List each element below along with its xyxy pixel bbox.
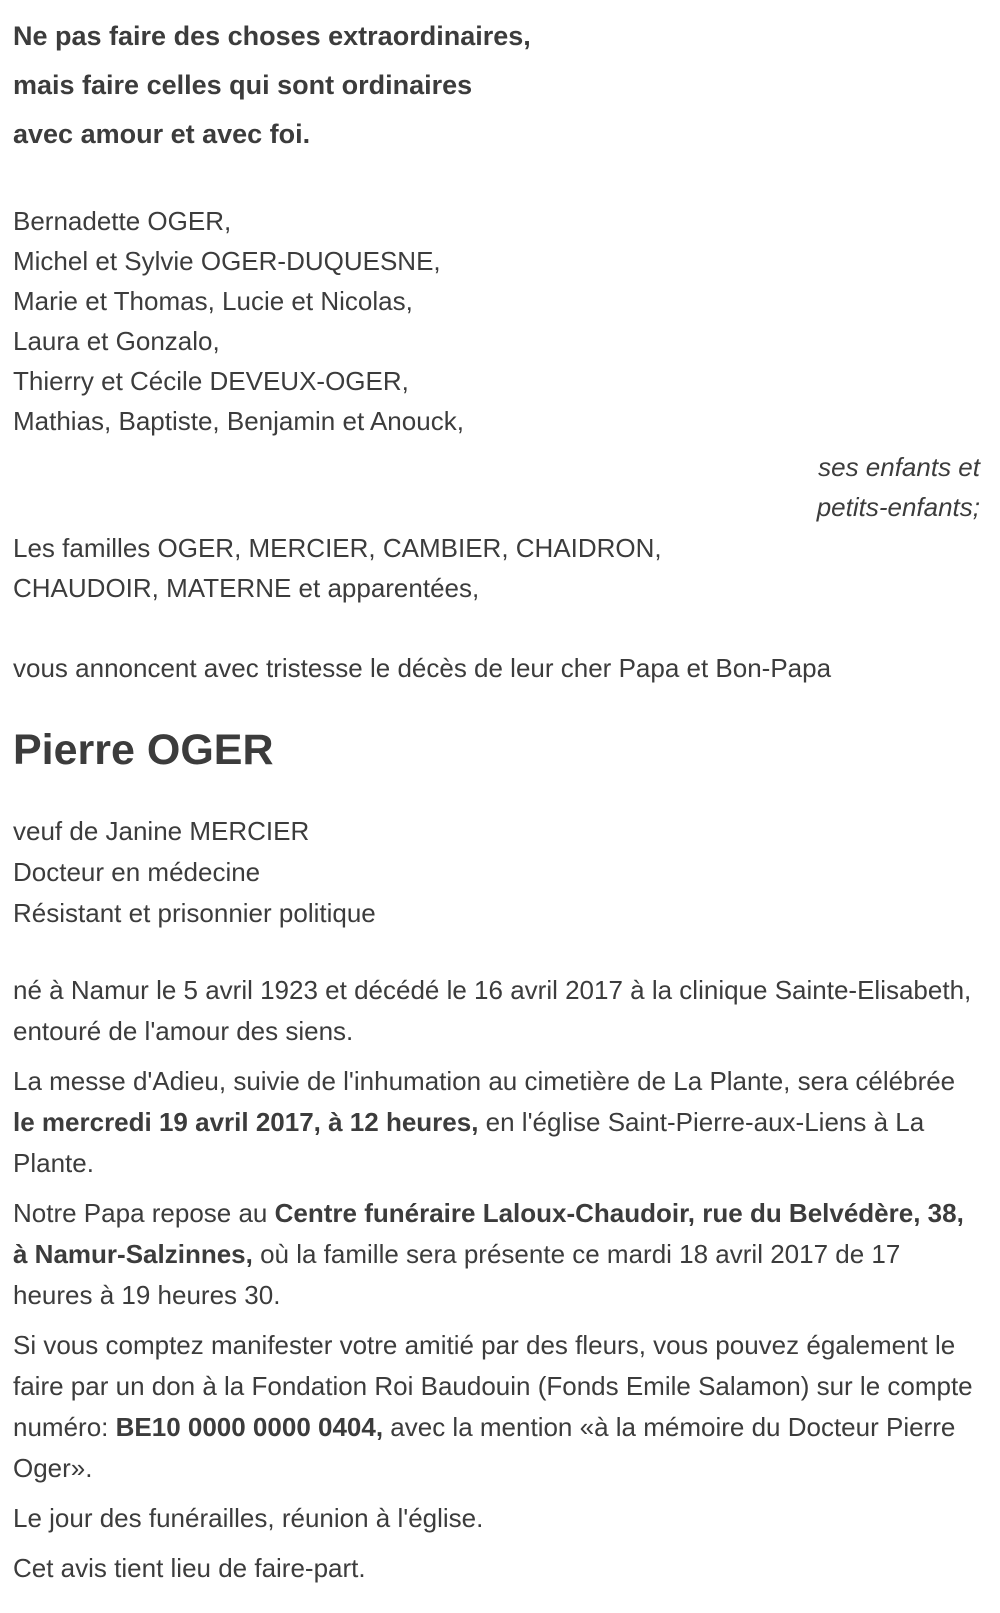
donation-text: avec la mention «à la mémoire du Docteur Pierre Oger». bbox=[13, 1412, 956, 1483]
paragraph-ceremony bbox=[13, 1061, 980, 1184]
ceremony-text: en l'église Saint-Pierre-aux-Liens à La Plante. bbox=[13, 1107, 925, 1178]
family-member: Laura et Gonzalo, bbox=[13, 326, 220, 356]
quote-line-3: avec amour et avec foi. bbox=[13, 119, 311, 149]
extended-families-line: Les familles OGER, MERCIER, CAMBIER, CHAIDRON, bbox=[13, 533, 662, 563]
family-member: Bernadette OGER, bbox=[13, 206, 232, 236]
donation-account-number: BE10 0000 0000 0404, bbox=[115, 1412, 384, 1442]
extended-families bbox=[13, 528, 980, 608]
relation-line: petits-enfants; bbox=[816, 492, 980, 522]
family-member: Thierry et Cécile DEVEUX-OGER, bbox=[13, 366, 409, 396]
notice-body bbox=[13, 970, 980, 1589]
extended-families-line: CHAUDOIR, MATERNE et apparentées, bbox=[13, 573, 480, 603]
deceased-title: Résistant et prisonnier politique bbox=[13, 898, 376, 928]
quote-line-1: Ne pas faire des choses extraordinaires, bbox=[13, 21, 531, 51]
paragraph-notice: Cet avis tient lieu de faire-part. bbox=[13, 1553, 366, 1583]
announcement-line: vous annoncent avec tristesse le décès de leur cher Papa et Bon-Papa bbox=[13, 653, 832, 683]
paragraph-birth-death: né à Namur le 5 avril 1923 et décédé le 16 avril 2017 à la clinique Sainte-Elisabeth, entouré de l'amour des siens. bbox=[13, 975, 972, 1046]
ceremony-datetime: le mercredi 19 avril 2017, à 12 heures, bbox=[13, 1107, 479, 1137]
deceased-title: Docteur en médecine bbox=[13, 857, 261, 887]
repose-text: Notre Papa repose au bbox=[13, 1198, 275, 1228]
relation-line: ses enfants et bbox=[818, 452, 980, 482]
family-member: Marie et Thomas, Lucie et Nicolas, bbox=[13, 286, 413, 316]
deceased-title: veuf de Janine MERCIER bbox=[13, 816, 310, 846]
family-members-list bbox=[13, 201, 980, 441]
deceased-titles bbox=[13, 811, 980, 934]
paragraph-repose bbox=[13, 1193, 980, 1316]
family-member: Mathias, Baptiste, Benjamin et Anouck, bbox=[13, 406, 464, 436]
deceased-name: Pierre OGER bbox=[13, 726, 274, 774]
repose-text: où la famille sera présente ce mardi 18 avril 2017 de 17 heures à 19 heures 30. bbox=[13, 1239, 901, 1310]
relation-note bbox=[13, 447, 980, 527]
paragraph-reunion: Le jour des funérailles, réunion à l'église. bbox=[13, 1503, 484, 1533]
donation-text: Si vous comptez manifester votre amitié par des fleurs, vous pouvez également le faire par un don à la Fondation Roi Baudouin (Fonds Emile Salamon) sur le compte numéro: bbox=[13, 1330, 973, 1442]
quote-line-2: mais faire celles qui sont ordinaires bbox=[13, 70, 473, 100]
paragraph-donation bbox=[13, 1325, 980, 1489]
ceremony-text: La messe d'Adieu, suivie de l'inhumation au cimetière de La Plante, sera célébrée bbox=[13, 1066, 956, 1096]
family-member: Michel et Sylvie OGER-DUQUESNE, bbox=[13, 246, 441, 276]
opening-quote bbox=[13, 12, 980, 159]
repose-address: Centre funéraire Laloux-Chaudoir, rue du Belvédère, 38, à Namur-Salzinnes, bbox=[13, 1198, 964, 1269]
